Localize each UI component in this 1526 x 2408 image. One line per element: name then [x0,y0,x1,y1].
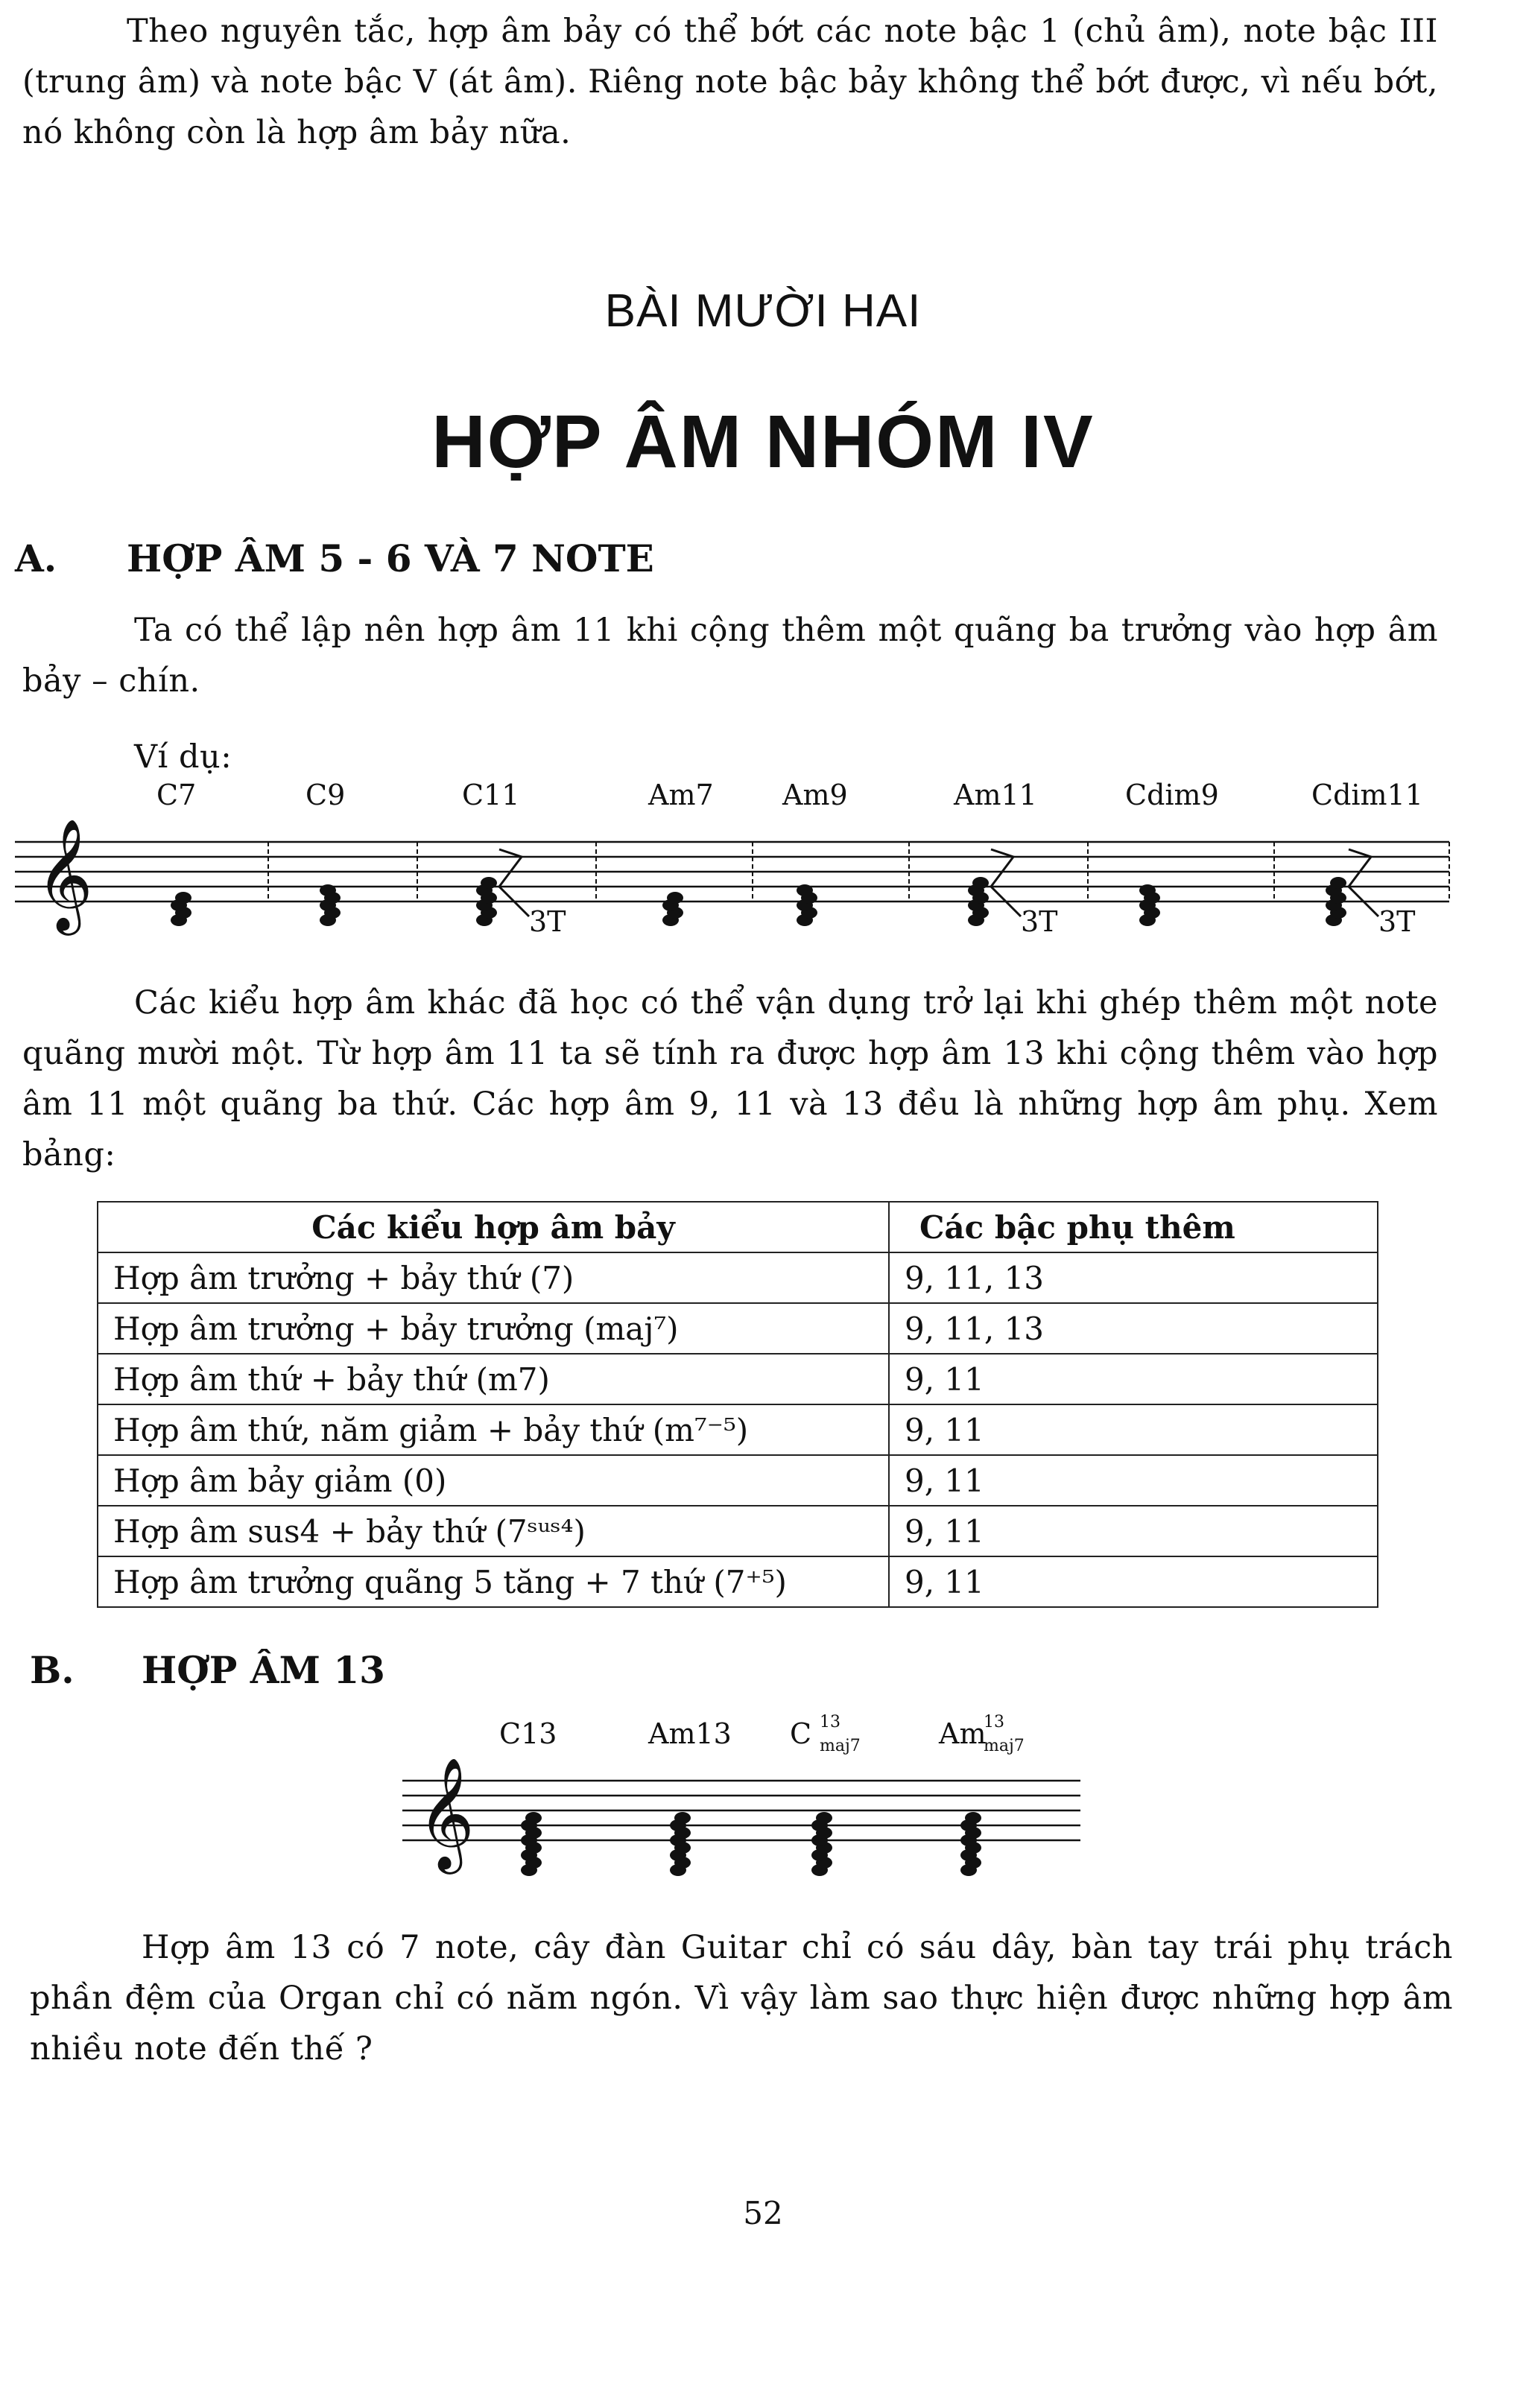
section-b-letter: B. [30,1648,75,1692]
example-label: Ví dụ: [134,738,232,776]
lesson-number: BÀI MƯỜI HAI [604,285,922,337]
section-a-heading [15,536,654,580]
interval-arrow-icon [991,849,1021,916]
table-row [98,1354,1378,1404]
table-cell-ext: 9, 11 [889,1455,1378,1506]
section-a-title: HỢP ÂM 5 - 6 VÀ 7 NOTE [127,536,654,580]
section-b-heading [30,1648,385,1692]
treble-clef-icon: 𝄞 [36,817,93,931]
table-row [98,1506,1378,1556]
chord-label: C11 [462,779,520,811]
chord-superscript: 13 [984,1714,1004,1731]
chord-label: Cdim11 [1311,779,1423,811]
chord-subscript: maj7 [820,1737,861,1755]
chord-notes [797,884,817,926]
table-cell-type: Hợp âm trưởng + bảy trưởng (maj⁷) [98,1303,889,1354]
chord-label: Am [939,1717,987,1750]
page-number: 52 [743,2195,783,2231]
chord-label: C9 [305,779,346,811]
staff-example-b [402,1714,1088,1892]
interval-arrow-icon [1349,849,1378,916]
chord-label: Am11 [954,779,1037,811]
table-header-types: Các kiểu hợp âm bảy [98,1202,889,1252]
table-cell-ext: 9, 11 [889,1404,1378,1455]
chord-superscript: 13 [820,1714,840,1731]
chord-label: Am7 [648,779,714,811]
table-cell-type: Hợp âm trưởng quãng 5 tăng + 7 thứ (7⁺⁵) [98,1556,889,1607]
chord-notes [670,1812,691,1876]
table-row [98,1455,1378,1506]
section-a-letter: A. [15,536,57,580]
interval-arrow-icon [499,849,529,916]
table-cell-type: Hợp âm sus4 + bảy thứ (7ˢᵘˢ⁴) [98,1506,889,1556]
chord-label: Am9 [782,779,848,811]
chord-label: C13 [499,1717,557,1750]
table-cell-type: Hợp âm thứ + bảy thứ (m7) [98,1354,889,1404]
table-cell-ext: 9, 11, 13 [889,1252,1378,1303]
table-row [98,1252,1378,1303]
chord-table [97,1201,1378,1608]
table-cell-type: Hợp âm bảy giảm (0) [98,1455,889,1506]
chord-label: Cdim9 [1125,779,1219,811]
chord-label: C [790,1717,812,1750]
table-cell-ext: 9, 11, 13 [889,1303,1378,1354]
chord-notes [960,1812,981,1876]
treble-clef-icon: 𝄞 [417,1756,475,1869]
section-a-paragraph-2: Các kiểu hợp âm khác đã học có thể vận dụng trở lại khi ghép thêm một note quãng mười một. Từ hợp âm 11 ta sẽ tính ra được hợp âm 13 khi cộng thêm vào hợp âm 11 một quãng ba thứ. Các hợp âm 9, 11 và 13 đều là những hợp âm phụ. Xem bảng: [22,984,1438,1173]
chord-notes [521,1812,542,1876]
chord-notes [1139,884,1160,926]
chord-notes [171,892,191,926]
table-row [98,1556,1378,1607]
section-b-paragraph: Hợp âm 13 có 7 note, cây đàn Guitar chỉ có sáu dây, bàn tay trái phụ trách phần đệm của Organ chỉ có năm ngón. Vì vậy làm sao thực hiện được những hợp âm nhiều note đến thế ? [30,1929,1453,2068]
table-row [98,1303,1378,1354]
chord-notes [968,877,989,926]
section-b-title: HỢP ÂM 13 [142,1648,385,1692]
table-cell-ext: 9, 11 [889,1506,1378,1556]
interval-marker: 3T [1378,905,1416,938]
interval-marker: 3T [529,905,566,938]
table-header-extensions: Các bậc phụ thêm [889,1202,1378,1252]
chord-notes [811,1812,832,1876]
table-cell-type: Hợp âm trưởng + bảy thứ (7) [98,1252,889,1303]
chord-notes [662,892,683,926]
staff-example-a [15,775,1460,954]
chord-subscript: maj7 [984,1737,1025,1755]
table-cell-ext: 9, 11 [889,1556,1378,1607]
table-cell-ext: 9, 11 [889,1354,1378,1404]
chord-notes [1326,877,1346,926]
chord-notes [476,877,497,926]
chord-label: C7 [156,779,197,811]
lesson-title: HỢP ÂM NHÓM IV [431,400,1095,484]
table-cell-type: Hợp âm thứ, năm giảm + bảy thứ (m⁷⁻⁵) [98,1404,889,1455]
interval-marker: 3T [1021,905,1058,938]
section-a-paragraph: Ta có thể lập nên hợp âm 11 khi cộng thêm một quãng ba trưởng vào hợp âm bảy – chín. [22,612,1438,700]
intro-paragraph: Theo nguyên tắc, hợp âm bảy có thể bớt các note bậc 1 (chủ âm), note bậc III (trung âm) và note bậc V (át âm). Riêng note bậc bảy không thể bớt được, vì nếu bớt, nó không còn là hợp âm bảy nữa. [22,13,1438,151]
chord-notes [320,884,341,926]
table-row [98,1404,1378,1455]
chord-label: Am13 [648,1717,732,1750]
